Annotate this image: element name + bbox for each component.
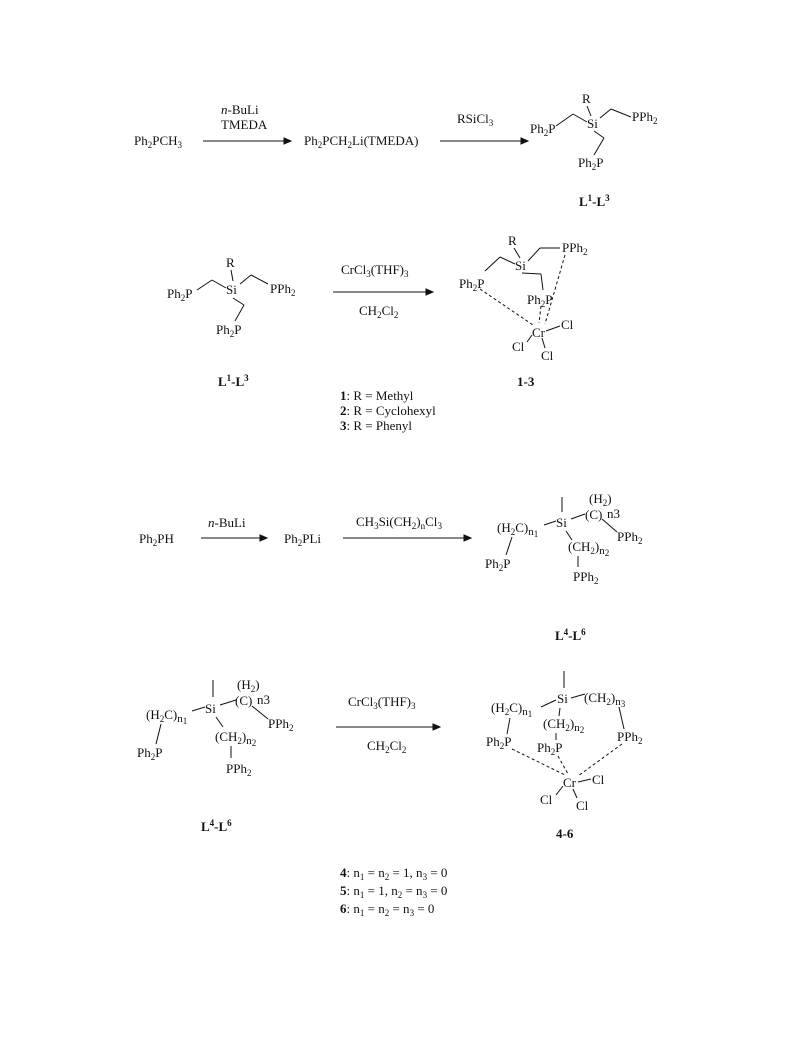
scheme-1 <box>134 91 657 209</box>
cl-left-2: Cl <box>540 792 553 807</box>
c-atom-2: (C) <box>235 693 253 708</box>
ligand-l4-l6-structure-2 <box>137 677 293 778</box>
ligand-l4-l6-structure <box>485 491 642 586</box>
p-bottom-5: PPh$_2$ <box>226 761 252 778</box>
p-mid-3: $Ph_2P$ <box>527 292 553 309</box>
complex-1-3-structure <box>459 233 587 363</box>
arrow-6-head <box>433 724 440 730</box>
p-right-4: PPh$_2$ <box>617 529 643 546</box>
cl-left: Cl <box>512 339 525 354</box>
cr-atom: Cr <box>532 325 545 340</box>
reactant-ph2ph: $Ph_2PH$ <box>139 531 174 548</box>
h2c-bracket-3: $(H_2C)_n1$ <box>491 700 533 719</box>
h2-bracket-2: $(H_2)$ <box>237 677 260 694</box>
intermediate-ph2pli: $Ph_2PLi$ <box>284 531 322 548</box>
reagent-crcl3thf3: $CrCl_3(THF)_3$ <box>341 262 409 279</box>
p-left-6: $Ph_2P$ <box>486 734 512 751</box>
h2-bracket: $(H_2)$ <box>589 491 612 508</box>
ch2-n2-3: $(CH_2)_n2$ <box>543 716 585 735</box>
solvent-ch2cl2-2: $CH_2Cl_2$ <box>367 738 407 755</box>
reagent-nbuli-2: n-BuLi <box>208 515 246 530</box>
cr-atom-2: Cr <box>563 775 576 790</box>
p-left-4: $Ph_2P$ <box>485 556 511 573</box>
scheme-4 <box>137 671 642 918</box>
legend-row-5: 5: $n_1 = 1$, $n_2 = n_3 = 0$ <box>340 883 448 900</box>
label-4-6: 4-6 <box>556 826 574 841</box>
si-atom-4: Si <box>556 515 567 530</box>
si-atom-2: Si <box>226 282 237 297</box>
n3-sub: n3 <box>607 506 620 521</box>
cl-right: Cl <box>561 317 574 332</box>
reactant-ph2pch3: $Ph_2PCH_3$ <box>134 133 183 150</box>
label-l4-l6-left: $L^4-L^6$ <box>201 818 232 834</box>
si-atom-6: Si <box>557 691 568 706</box>
reagent-tmeda: TMEDA <box>221 117 268 132</box>
arrow-5-head <box>464 535 471 541</box>
p-mid-6: $Ph_2P$ <box>537 740 563 757</box>
r-group-2: R <box>226 255 235 270</box>
si-atom-5: Si <box>205 701 216 716</box>
ligand-l1-l3-structure-2 <box>167 255 295 339</box>
scheme-3 <box>139 491 642 643</box>
p-right-2: PPh$_2$ <box>270 281 296 298</box>
label-l1-l3-top: $L^1-L^3$ <box>579 193 610 209</box>
solvent-ch2cl2: $CH_2Cl_2$ <box>359 303 399 320</box>
si-atom-3: Si <box>515 258 526 273</box>
legend-row-4: 4: $n_1 = n_2 = 1$, $n_3 = 0$ <box>340 865 448 882</box>
p-bottom-2: $Ph_2P$ <box>216 322 242 339</box>
p-bottom-4: PPh$_2$ <box>573 569 599 586</box>
legend-row-1: 1: R = Methyl <box>340 388 414 403</box>
r-group-3: R <box>508 233 517 248</box>
c-atom: (C) <box>585 507 603 522</box>
legend-4-6 <box>340 865 447 918</box>
n3-sub-2: n3 <box>257 692 270 707</box>
legend-row-3: 3: R = Phenyl <box>340 418 412 433</box>
reagent-nbuli: n-BuLi <box>221 102 259 117</box>
ch2-n3: $(CH_2)_n3$ <box>584 690 626 709</box>
label-1-3: 1-3 <box>517 374 535 389</box>
p-left-2: $Ph_2P$ <box>167 286 193 303</box>
p-right-5: PPh$_2$ <box>268 716 294 733</box>
complex-4-6-structure <box>486 671 642 813</box>
label-l4-l6-top: $L^4-L^6$ <box>555 627 586 643</box>
ligand-l1-l3-structure <box>530 91 657 172</box>
ch2-n2: $(CH_2)_n2$ <box>568 539 610 558</box>
arrow-2-head <box>521 138 528 144</box>
cl-right-2: Cl <box>592 772 605 787</box>
r-group: R <box>582 91 591 106</box>
h2c-bracket: $(H_2C)_n1$ <box>497 520 539 539</box>
scheme-2 <box>167 233 587 433</box>
p-left: $Ph_2P$ <box>530 121 556 138</box>
legend-row-6: 6: $n_1 = n_2 = n_3 = 0$ <box>340 901 435 918</box>
p-bottom: $Ph_2P$ <box>578 155 604 172</box>
legend-1-3 <box>340 388 436 433</box>
arrow-3-head <box>426 289 433 295</box>
p-right: PPh$_2$ <box>632 109 658 126</box>
arrow-4-head <box>260 535 267 541</box>
label-l1-l3-left: $L^1-L^3$ <box>218 373 249 389</box>
si-atom: Si <box>587 116 598 131</box>
arrow-1-head <box>284 138 291 144</box>
reagent-crcl3thf3-2: $CrCl_3(THF)_3$ <box>348 694 416 711</box>
cl-bottom-2: Cl <box>576 798 589 813</box>
p-right-3: PPh$_2$ <box>562 240 588 257</box>
reagent-rsicl3: RSiCl$_3$ <box>457 111 494 128</box>
ch2-n2-2: $(CH_2)_n2$ <box>215 729 257 748</box>
p-right-6: PPh$_2$ <box>617 729 643 746</box>
h2c-bracket-2: $(H_2C)_n1$ <box>146 707 188 726</box>
p-left-3: $Ph_2P$ <box>459 276 485 293</box>
intermediate-ph2pch2li: $Ph_2PCH_2Li(TMEDA)$ <box>304 133 419 150</box>
reagent-ch3sich2ncl3: $CH_3Si(CH_2)_nCl_3$ <box>356 514 442 531</box>
legend-row-2: 2: R = Cyclohexyl <box>340 403 436 418</box>
p-left-5: $Ph_2P$ <box>137 745 163 762</box>
cl-bottom: Cl <box>541 348 554 363</box>
